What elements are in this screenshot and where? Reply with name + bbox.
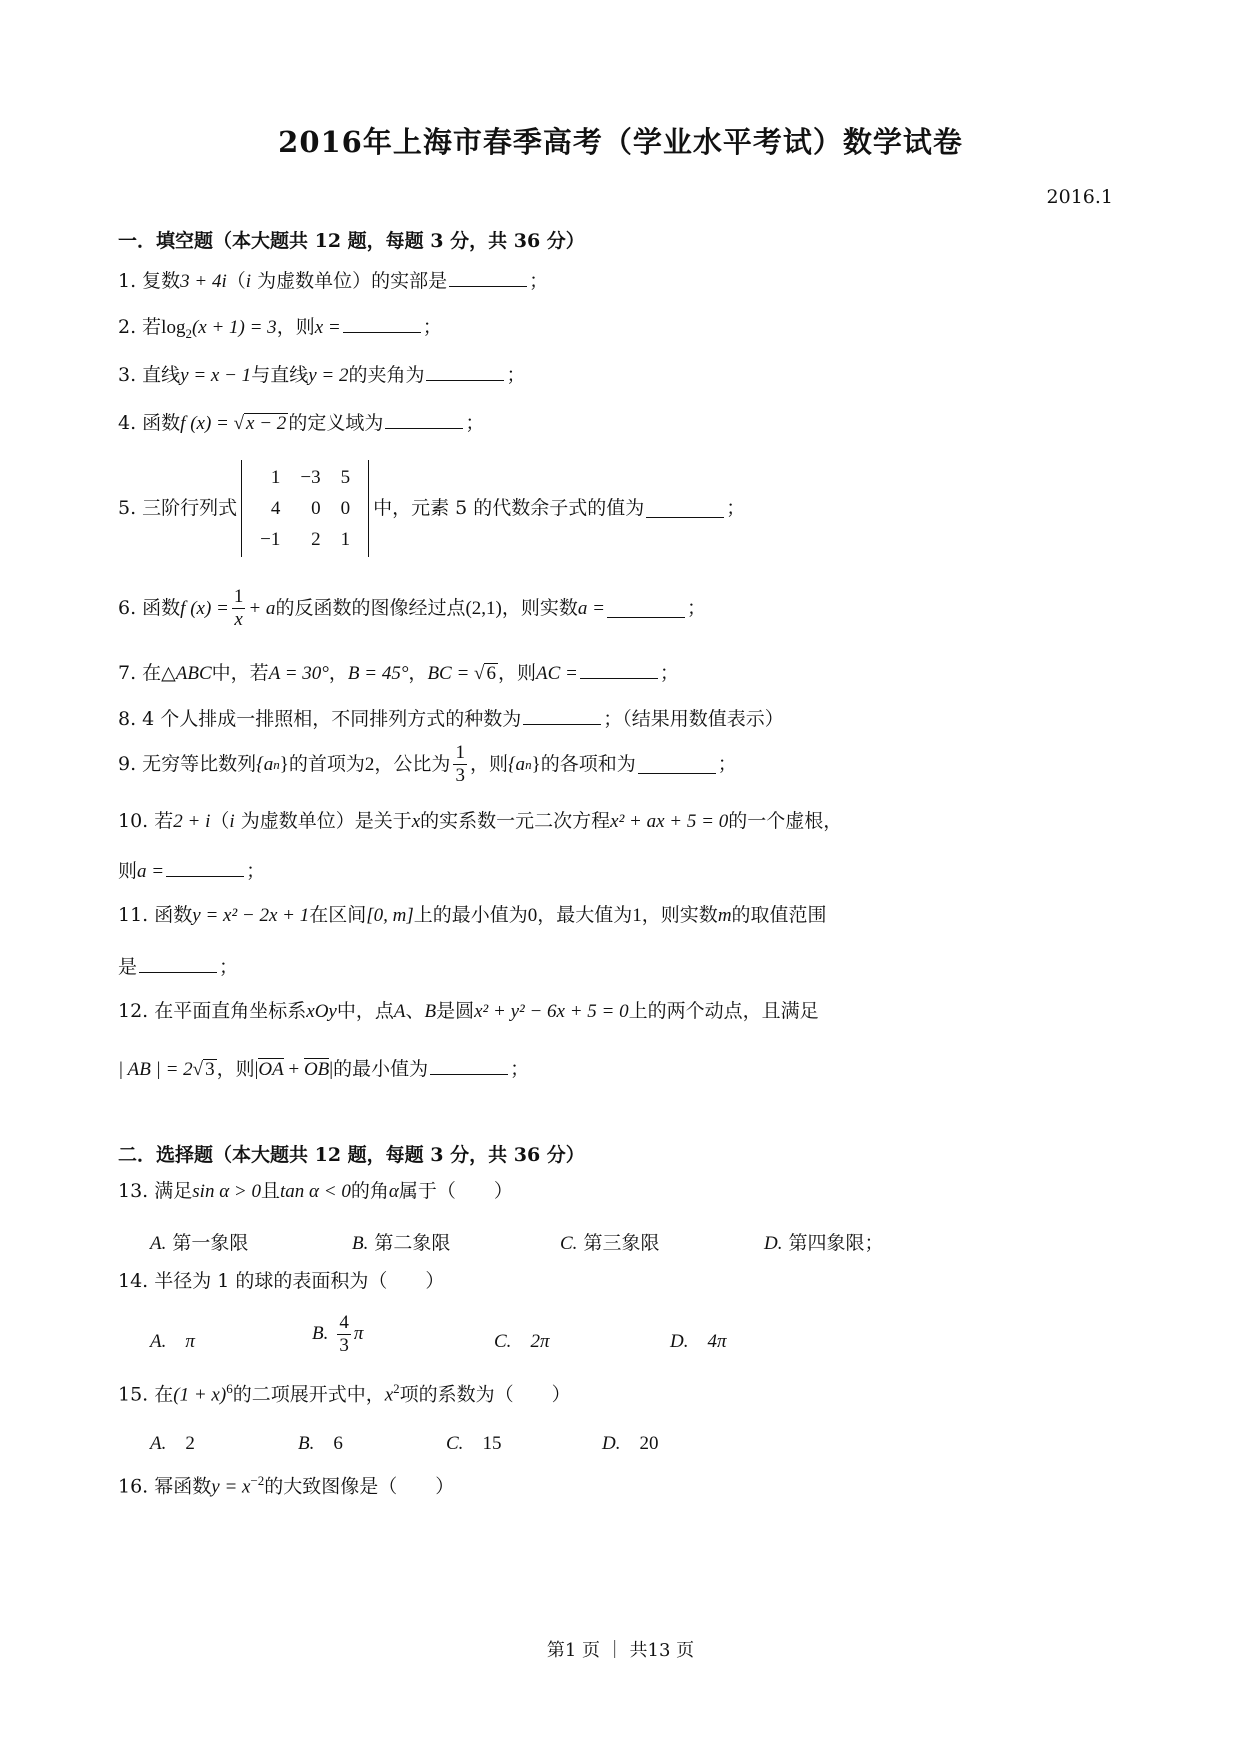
determinant: 1 −3 5 4 0 0 −1 2 1 [241,460,369,557]
question-15: 15. 在$(1 + x)^6$的二项展开式中，$x^2$项的系数为（ ） [118,1381,571,1406]
answer-blank [139,954,217,973]
option-a: A. π [150,1331,195,1352]
option-c: C. 2π [494,1331,550,1352]
question-14: 14. 半径为 1 的球的表面积为（ ） [118,1270,445,1292]
fraction: $\frac{4}{3}$ [339,1312,349,1356]
question-12: 12. 在平面直角坐标系xOy中，点A、B是圆x² + y² − 6x + 5 = 0上的两个动点，且满足 [118,1000,819,1022]
answer-blank [343,314,421,333]
option-b: B. 第二象限 [352,1232,451,1254]
question-11: 11. 函数y = x² − 2x + 1在区间[0, m]上的最小值为0，最大值为1，则实数m的取值范围 [118,904,827,926]
answer-blank [607,599,685,618]
question-4: 4. 函数f (x) = √ x − 2 的定义域为 ； [118,412,485,434]
question-3: 3. 直线y = x − 1与直线y = 2的夹角为 ； [118,364,526,386]
answer-blank [580,660,658,679]
fraction: $\frac{1}{x}$ [233,586,244,630]
question-6: 6. 函数 f (x) = $\frac{1}{x}$ + a 的反函数的图像经过点 (2,1) ，则实数 a = ； [118,586,706,630]
question-9: 9. 无穷等比数列 {a n } 的首项为 2 ，公比为 $\frac{1}{3}$ ，则 {a n } 的各项和为 ； [118,742,737,786]
section-heading-fill-in: 一．填空题（本大题共 12 题，每题 3 分，共 36 分） [118,230,585,252]
option-c: C. 15 [446,1433,502,1454]
question-10-line-2: 则a = ； [118,860,266,882]
question-7: 7. 在△ABC中，若A = 30°，B = 45°，BC = √ 6 ，则AC = ； [118,662,679,684]
question-11-line-2: 是 ； [118,956,239,978]
option-b: B. 6 [298,1433,343,1454]
option-b: B. $\frac{4}{3}$ π [312,1312,364,1356]
option-a: A. 2 [150,1433,195,1454]
option-a: A. 第一象限 [150,1232,249,1254]
question-1: 1. 复数3 + 4i（i 为虚数单位）的实部是 ； [118,270,549,292]
option-c: C. 第三象限 [560,1232,660,1254]
fraction: $\frac{1}{3}$ [455,742,465,786]
page-title: 2016年上海市春季高考（学业水平考试）数学试卷 [278,125,963,159]
page-footer: 第1 页 ｜ 共13 页 [546,1640,695,1661]
question-2: 2. 若$\log_2(x + 1) = 3$，则x = ； [118,316,442,341]
answer-blank [426,362,504,381]
answer-blank [430,1056,508,1075]
answer-blank [449,268,527,287]
section-heading-multiple-choice: 二．选择题（本大题共 12 题，每题 3 分，共 36 分） [118,1144,585,1166]
question-16: 16. 幂函数$y = x^{-2}$的大致图像是（ ） [118,1473,455,1498]
answer-blank [646,499,724,518]
answer-blank [166,858,244,877]
question-13: 13. 满足sin α > 0且tan α < 0的角α属于（ ） [118,1180,513,1202]
question-8: 8. 4 个人排成一排照相，不同排列方式的种数为 ；（结果用数值表示） [118,708,784,730]
question-10: 10. 若2 + i（i 为虚数单位）是关于x的实系数一元二次方程x² + ax + 5 = 0的一个虚根， [118,810,843,832]
answer-blank [638,755,716,774]
question-12-line-2: | AB | = 2√ 3 ，则|OA + OB|的最小值为 ； [118,1058,530,1080]
question-5: 5. 三阶行列式 1 −3 5 4 0 0 −1 2 1 中，元素 5 的代数余子式的值为 ； [118,460,745,557]
answer-blank [523,706,601,725]
option-d: D. 第四象限； [764,1232,884,1254]
option-d: D. 4π [670,1331,727,1352]
exam-date: 2016.1 [1046,186,1113,208]
option-d: D. 20 [602,1433,659,1454]
answer-blank [385,410,463,429]
